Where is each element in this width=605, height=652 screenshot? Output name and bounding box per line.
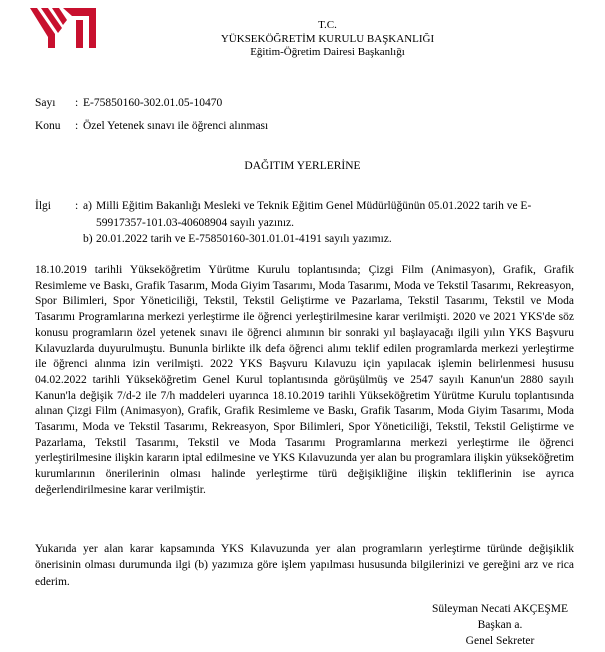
- ilgi-a-letter: a): [83, 200, 92, 212]
- letterhead: [0, 19, 605, 60]
- signature-block: [400, 601, 600, 649]
- sayi-colon: :: [75, 97, 79, 109]
- signatory-title-1: Başkan a.: [477, 619, 523, 631]
- konu-value: Özel Yetenek sınavı ile öğrenci alınması: [83, 120, 269, 132]
- ilgi-a-text: Milli Eğitim Bakanlığı Mesleki ve Teknik Eğitim Genel Müdürlüğünün 05.01.2022 tarih ve E-59917357-101.03-40608904 sayılı yazınız.: [96, 200, 532, 229]
- signatory-title-2: Genel Sekreter: [465, 635, 535, 647]
- sayi-value: E-75850160-302.01.05-10470: [83, 97, 223, 109]
- body-paragraph-2: Yukarıda yer alan karar kapsamında YKS Kılavuzunda yer alan programların yerleştirme türünde değişiklik önerisinin olması durumunda ilgi (b) yazımıza göre işlem yapılması hususunda bilgilerinizi ve gereğini arz ve rica ederim.: [35, 543, 574, 588]
- signatory-name: Süleyman Necati AKÇEŞME: [431, 603, 569, 615]
- konu-colon: :: [75, 120, 79, 132]
- ilgi-label: İlgi: [35, 200, 51, 212]
- body-paragraph-1: 18.10.2019 tarihli Yükseköğretim Yürütme Kurulu toplantısında; Çizgi Film (Animasyon), Grafik, Grafik Resimleme ve Baskı, Grafik Tasarım, Moda Giyim Tasarımı, Moda Tasarımı, Moda ve Tekstil Tasarımı, Rekreasyon, Spor Bilimleri, Spor Yöneticiliği, Tekstil, Tekstil Geliştirme ve Pazarlama, Tekstil Tasarımı, Tekstil ve Moda Tasarımı Programlarına merkezi yerleştirme ile öğrenci yerleştirilmesine karar verilmişti. 2020 ve 2021 YKS'de söz konusu programların özel yetenek sınavı ile öğrenci alımının bir sonraki yıl başlayacağı ilgili yılın YKS Başvuru Kılavuzlarda duyurulmuştu. Bununla birlikte ilk defa öğrenci alımı teklif edilen programlarda merkezi yerleştirme ile öğrenci alınma izin verilmişti. 2022 YKS Başvuru Kılavuzu için yapılacak işlemin belirlenmesi hususu 04.02.2022 tarihli Yükseköğretim Genel Kurul toplantısında görüşülmüş ve 2547 sayılı Kanun'un 2880 sayılı Kanun'la değişik 7/d-2 ile 7/h maddeleri uyarınca 18.10.2019 tarihli Yükseköğretim Yürütme Kurulu toplantısında alınan Çizgi Film (Animasyon), Grafik, Grafik Resimleme ve Baskı, Grafik Tasarım, Moda Giyim Tasarımı, Moda Tasarımı, Moda ve Tekstil Tasarımı, Rekreasyon, Spor Bilimleri, Spor Yöneticiliği, Tekstil, Tekstil Geliştirme ve Pazarlama, Tekstil Tasarımı, Tekstil ve Moda Tasarımı Programlarına merkezi yerleştirme ile öğrenci yerleştirilmesine ilişkin kararın iptal edilmesine ve YKS Kılavuzunda yer alan bu programlara ilişkin yükseköğretim kurumlarının önerilerinin olması halinde yerleştirme türü değişikliğine ilişkin tekliflerinin ise ayrıca değerlendirilmesine karar verilmiştir.: [35, 264, 574, 496]
- ilgi-item-b: [75, 231, 575, 248]
- ilgi-b-text: 20.01.2022 tarih ve E-75850160-301.01.01-4191 sayılı yazımız.: [96, 233, 392, 245]
- ilgi-item-a: : a) Milli Eğitim Bakanlığı Mesleki ve Teknik Eğitim Genel Müdürlüğünün 05.01.2022 tarih ve E-59917357-101.03-40608904 sayılı yazınız.: [75, 198, 575, 231]
- ilgi-section: [35, 198, 575, 248]
- header-line-tc: T.C.: [318, 19, 337, 31]
- sayi-row: [35, 96, 268, 110]
- header-line-department: Eğitim-Öğretim Dairesi Başkanlığı: [250, 46, 405, 58]
- document-meta: [35, 96, 268, 142]
- header-line-institution: YÜKSEKÖĞRETİM KURULU BAŞKANLIĞI: [220, 32, 435, 45]
- sayi-label: Sayı: [35, 97, 56, 109]
- konu-label: Konu: [35, 120, 61, 132]
- distribution-title: DAĞITIM YERLERİNE: [244, 160, 361, 172]
- konu-row: [35, 119, 268, 133]
- ilgi-b-letter: b): [83, 233, 93, 245]
